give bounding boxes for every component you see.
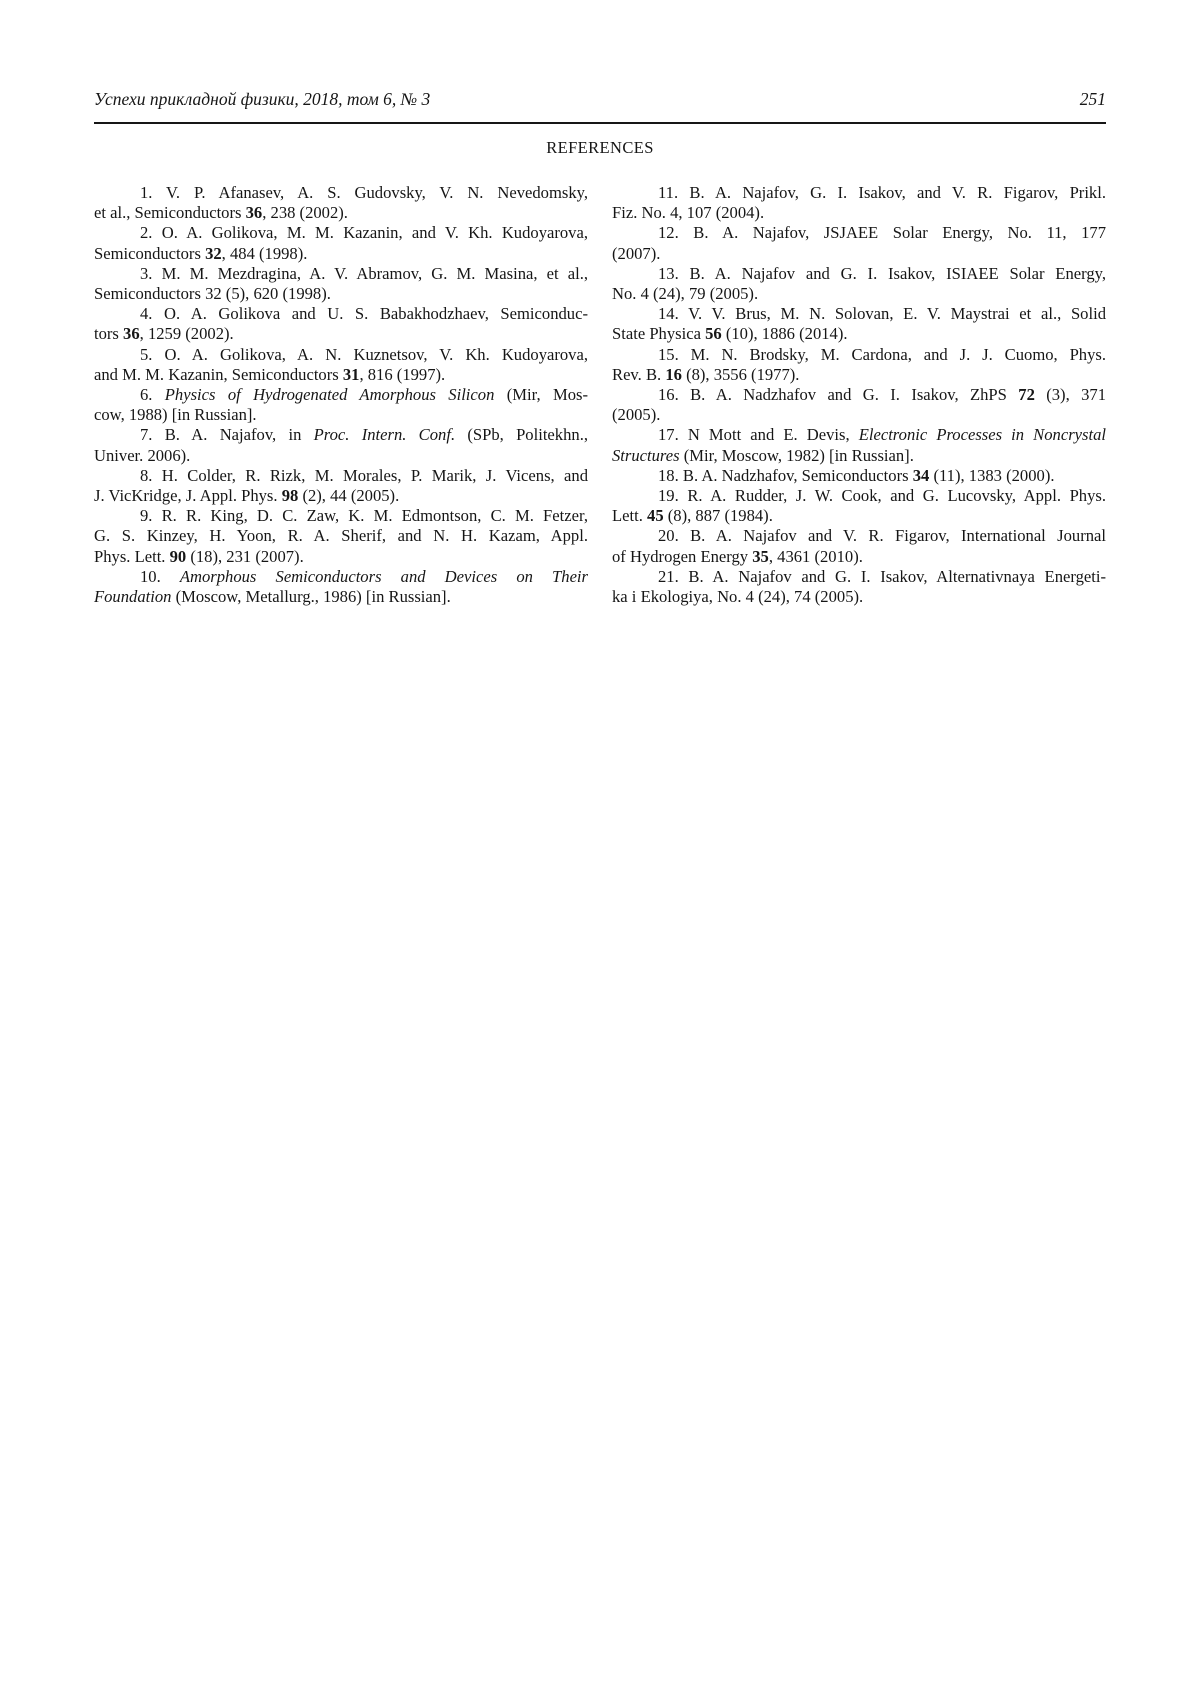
reference-text-run: Proc. Intern. Conf. [313,425,456,445]
reference-text-run: (10), 1886 (2014). [721,324,848,344]
reference-line [612,587,1106,607]
reference-text-run: (2007). [612,243,661,263]
reference-text-run: 13. B. A. Najafov and G. I. Isakov, ISIAEE Solar Energy, [658,263,1106,283]
reference-text-run: 9. R. R. King, D. C. Zaw, K. M. Edmontson, C. M. Fetzer, [140,506,588,526]
reference-item-15 [612,345,1106,385]
reference-text-run: Amorphous Semiconductors and Devices on Their [179,566,588,586]
reference-text-run: G. S. Kinzey, H. Yoon, R. A. Sherif, and N. H. Kazam, Appl. [94,526,588,546]
reference-line [612,446,1106,466]
reference-text-run: 16 [665,364,682,384]
reference-text-run: , 4361 (2010). [768,546,863,566]
reference-text-run: 20. B. A. Najafov and V. R. Figarov, International Journal [658,526,1106,546]
reference-text-run: 2. O. A. Golikova, M. M. Kazanin, and V. Kh. Kudoyarova, [140,223,588,243]
reference-text-run: 12. B. A. Najafov, JSJAEE Solar Energy, No. 11, 177 [658,223,1106,243]
reference-item-13 [612,264,1106,304]
header-divider-rule [94,122,1106,124]
reference-line [612,425,1106,445]
reference-text-run: , 816 (1997). [359,364,446,384]
reference-text-run: Physics of Hydrogenated Amorphous Silicon [164,385,495,405]
reference-line [94,526,588,546]
reference-text-run: 16. B. A. Nadzhafov and G. I. Isakov, ZhPS [658,385,1019,405]
reference-item-16 [612,385,1106,425]
running-head [94,88,1106,110]
reference-item-5 [94,345,588,385]
reference-line [94,466,588,486]
reference-line [94,284,588,304]
reference-text-run: Rev. B. [612,364,666,384]
reference-line [612,284,1106,304]
reference-item-1 [94,183,588,223]
reference-text-run: (2), 44 (2005). [298,486,400,506]
references-left-column [94,183,588,607]
reference-text-run: tors [94,324,124,344]
reference-text-run: 10. [140,566,180,586]
reference-text-run: Fiz. No. 4, 107 (2004). [612,203,765,223]
reference-line [612,304,1106,324]
reference-text-run: 1. V. P. Afanasev, A. S. Gudovsky, V. N. Nevedomsky, [140,183,588,202]
reference-item-12 [612,223,1106,263]
journal-title: Успехи прикладной физики, 2018, том 6, № 3 [94,89,431,109]
reference-item-7 [94,425,588,465]
reference-item-3 [94,264,588,304]
reference-item-10 [94,567,588,607]
reference-text-run: J. VicKridge, J. Appl. Phys. [94,486,282,506]
reference-line [94,547,588,567]
reference-text-run: 5. O. A. Golikova, A. N. Kuznetsov, V. Kh. Kudoyarova, [140,344,588,364]
reference-text-run: (11), 1383 (2000). [929,465,1055,485]
reference-line [94,405,588,425]
reference-item-9 [94,506,588,567]
reference-text-run: Foundation [94,587,172,607]
reference-text-run: No. 4 (24), 79 (2005). [612,284,759,304]
reference-line [612,405,1106,425]
reference-line [612,486,1106,506]
reference-line [94,264,588,284]
reference-text-run: 14. V. V. Brus, M. N. Solovan, E. V. Maystrai et al., Solid [658,304,1106,324]
reference-text-run: ka i Ekologiya, No. 4 (24), 74 (2005). [612,587,864,607]
reference-line [612,547,1106,567]
reference-text-run: Semiconductors [94,243,206,263]
reference-text-run: 7. B. A. Najafov, in [140,425,314,445]
reference-line [94,183,588,203]
reference-line [94,587,588,607]
reference-line [612,264,1106,284]
reference-item-2 [94,223,588,263]
reference-item-20 [612,526,1106,566]
reference-text-run: 56 [705,324,722,344]
reference-line [94,486,588,506]
reference-item-18 [612,466,1106,486]
reference-text-run: (Mir, Mos- [494,385,589,405]
references-right-column [612,183,1106,607]
reference-line [94,446,588,466]
reference-text-run: 90 [169,546,187,566]
reference-text-run: 21. B. A. Najafov and G. I. Isakov, Alternativnaya Energeti- [658,566,1106,586]
reference-text-run: 98 [281,486,299,506]
reference-line [612,183,1106,203]
reference-text-run: (8), 3556 (1977). [681,364,800,384]
reference-item-19 [612,486,1106,526]
page-number: 251 [1079,89,1106,109]
reference-text-run: and M. M. Kazanin, Semiconductors [94,364,343,384]
reference-text-run: Semiconductors 32 (5), 620 (1998). [94,284,331,304]
reference-text-run: (3), 371 [1034,385,1106,405]
reference-line [94,324,588,344]
reference-line [612,466,1106,486]
reference-text-run: 8. H. Colder, R. Rizk, M. Morales, P. Marik, J. Vicens, and [140,465,588,485]
reference-text-run: 6. [140,385,165,405]
reference-text-run: 18. B. A. Nadzhafov, Semiconductors [658,465,913,485]
reference-line [94,304,588,324]
reference-text-run: , 1259 (2002). [139,324,234,344]
reference-line [612,385,1106,405]
references-section-title: REFERENCES [546,138,654,157]
reference-text-run: 34 [912,465,930,485]
reference-text-run: 36 [123,324,140,344]
reference-text-run: (2005). [612,405,661,425]
reference-line [612,223,1106,243]
reference-text-run: Univer. 2006). [94,445,191,465]
reference-text-run: 3. M. M. Mezdragina, A. V. Abramov, G. M. Masina, et al., [140,263,588,283]
reference-item-8 [94,466,588,506]
reference-text-run: 4. O. A. Golikova and U. S. Babakhodzhaev, Semiconduc- [140,304,588,324]
reference-line [612,203,1106,223]
reference-text-run: Phys. Lett. [94,546,170,566]
reference-text-run: Structures [612,445,680,465]
reference-line [94,244,588,264]
reference-text-run: 35 [752,546,769,566]
reference-line [94,506,588,526]
reference-text-run: (8), 887 (1984). [663,506,773,526]
reference-text-run: Electronic Processes in Noncrystal [858,425,1106,445]
reference-text-run: State Physica [612,324,706,344]
reference-text-run: cow, 1988) [in Russian]. [94,405,257,425]
reference-text-run: 72 [1018,385,1035,405]
reference-line [612,324,1106,344]
reference-line [612,365,1106,385]
reference-text-run: 11. B. A. Najafov, G. I. Isakov, and V. R. Figarov, Prikl. [658,183,1106,202]
reference-text-run: 45 [647,506,664,526]
reference-line [94,345,588,365]
reference-text-run: 19. R. A. Rudder, J. W. Cook, and G. Lucovsky, Appl. Phys. [658,486,1106,506]
reference-item-14 [612,304,1106,344]
reference-text-run: 36 [245,203,263,223]
reference-line [612,567,1106,587]
reference-line [94,223,588,243]
reference-text-run: et al., Semiconductors [94,203,246,223]
reference-line [94,203,588,223]
reference-item-17 [612,425,1106,465]
reference-text-run: of Hydrogen Energy [612,546,753,566]
reference-text-run: (Mir, Moscow, 1982) [in Russian]. [679,445,914,465]
reference-item-4 [94,304,588,344]
reference-text-run: Lett. [612,506,648,526]
reference-text-run: (Moscow, Metallurg., 1986) [in Russian]. [171,587,451,607]
reference-text-run: 15. M. N. Brodsky, M. Cardona, and J. J. Cuomo, Phys. [658,344,1106,364]
reference-line [612,526,1106,546]
reference-text-run: 17. N Mott and E. Devis, [658,425,859,445]
reference-line [612,506,1106,526]
reference-line [612,345,1106,365]
reference-line [94,567,588,587]
reference-text-run: 32 [205,243,222,263]
reference-line [612,244,1106,264]
reference-text-run: (SPb, Politekhn., [455,425,588,445]
reference-line [94,365,588,385]
reference-item-11 [612,183,1106,223]
reference-text-run: , 238 (2002). [262,203,348,223]
reference-item-21 [612,567,1106,607]
reference-text-run: (18), 231 (2007). [186,546,304,566]
reference-item-6 [94,385,588,425]
reference-text-run: 31 [342,364,360,384]
reference-line [94,425,588,445]
reference-line [94,385,588,405]
reference-text-run: , 484 (1998). [221,243,308,263]
